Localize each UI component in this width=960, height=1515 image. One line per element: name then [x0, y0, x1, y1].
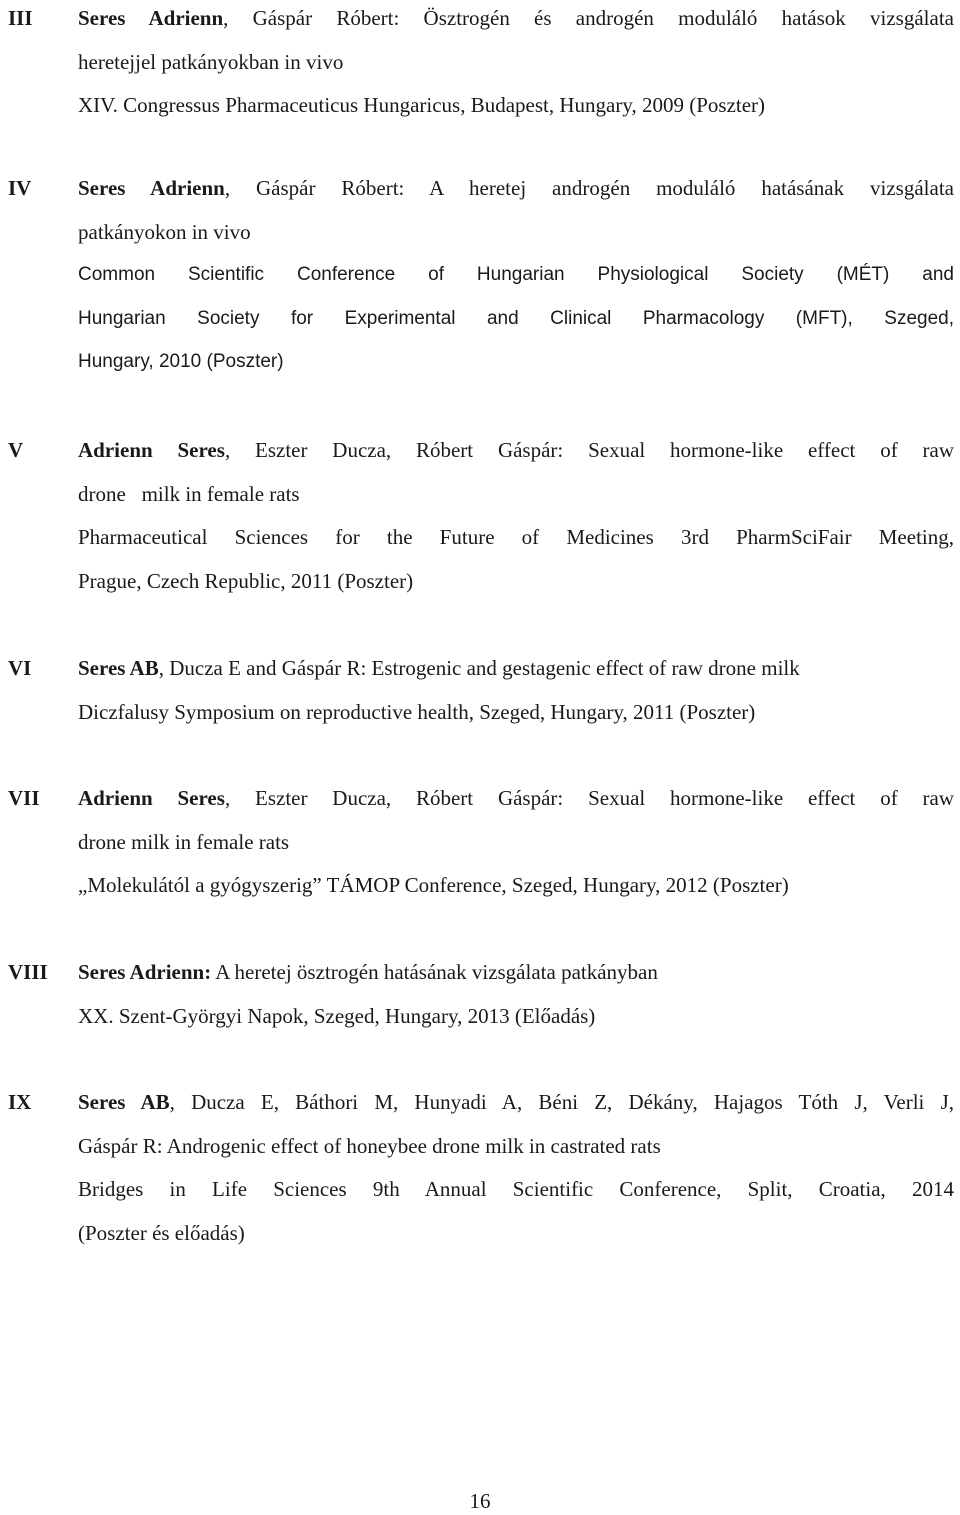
entry-body: [78, 654, 954, 741]
entry-line: patkányokon in vivo: [78, 219, 251, 244]
entry-number: V: [8, 438, 24, 462]
entry-line: heretejjel patkányokban in vivo: [78, 49, 344, 74]
entry-line: Prague, Czech Republic, 2011 (Poszter): [78, 568, 414, 593]
entry-line: Seres Adrienn, Gáspár Róbert: Ösztrogén és androgén moduláló hatások vizsgálata: [78, 6, 954, 30]
entry-line: (Poszter és előadás): [78, 1220, 245, 1245]
entry-line: drone milk in female rats: [78, 481, 300, 506]
entry-body: [78, 1088, 954, 1262]
entry-line: Adrienn Seres, Eszter Ducza, Róbert Gáspár: Sexual hormone-like effect of raw: [78, 438, 954, 462]
entry-line: Bridges in Life Sciences 9th Annual Scientific Conference, Split, Croatia, 2014: [78, 1177, 954, 1201]
entry-line: Seres Adrienn: A heretej ösztrogén hatásának vizsgálata patkányban: [78, 960, 658, 984]
author-name: Seres Adrienn: [78, 6, 224, 30]
entry-number: IX: [8, 1090, 32, 1114]
entry-line: Pharmaceutical Sciences for the Future of Medicines 3rd PharmSciFair Meeting,: [78, 525, 954, 549]
entry-body: [78, 784, 954, 915]
author-name: Seres AB: [78, 656, 159, 680]
entry-line: „Molekulától a gyógyszerig” TÁMOP Conference, Szeged, Hungary, 2012 (Poszter): [78, 873, 789, 897]
page-number: 16: [469, 1489, 491, 1513]
author-name: Seres AB: [78, 1090, 170, 1114]
entry-number: IV: [8, 176, 32, 200]
entry-number: III: [8, 6, 33, 30]
author-name: Seres Adrienn:: [78, 960, 212, 984]
entry-line: Seres AB, Ducza E and Gáspár R: Estrogenic and gestagenic effect of raw drone milk: [78, 656, 800, 680]
entry-line: Adrienn Seres, Eszter Ducza, Róbert Gáspár: Sexual hormone-like effect of raw: [78, 786, 954, 810]
entry-body: [78, 174, 954, 392]
entry-line: XX. Szent-Györgyi Napok, Szeged, Hungary, 2013 (Előadás): [78, 1003, 596, 1028]
entry-number: VI: [8, 656, 32, 680]
entry-line: Hungarian Society for Experimental and Clinical Pharmacology (MFT), Szeged,: [78, 307, 954, 329]
author-name: Seres Adrienn: [78, 176, 225, 200]
author-name: Adrienn Seres: [78, 438, 225, 462]
entry-line: Seres Adrienn, Gáspár Róbert: A heretej androgén moduláló hatásának vizsgálata: [78, 176, 954, 200]
entry-number: VIII: [8, 960, 48, 984]
entry-line: Common Scientific Conference of Hungarian Physiological Society (MÉT) and: [78, 264, 954, 285]
entry-body: [78, 436, 954, 610]
entry-line: Gáspár R: Androgenic effect of honeybee drone milk in castrated rats: [78, 1133, 661, 1158]
entry-line: Diczfalusy Symposium on reproductive health, Szeged, Hungary, 2011 (Poszter): [78, 699, 756, 724]
entry-number: VII: [8, 786, 40, 810]
entry-line: XIV. Congressus Pharmaceuticus Hungaricus, Budapest, Hungary, 2009 (Poszter): [78, 93, 766, 117]
author-name: Adrienn Seres: [78, 786, 225, 810]
entry-line: Seres AB, Ducza E, Báthori M, Hunyadi A, Béni Z, Dékány, Hajagos Tóth J, Verli J,: [78, 1090, 954, 1114]
entry-body: [78, 4, 954, 135]
entry-line: Hungary, 2010 (Poszter): [78, 351, 284, 372]
entry-body: [78, 958, 954, 1045]
entry-line: drone milk in female rats: [78, 829, 290, 854]
